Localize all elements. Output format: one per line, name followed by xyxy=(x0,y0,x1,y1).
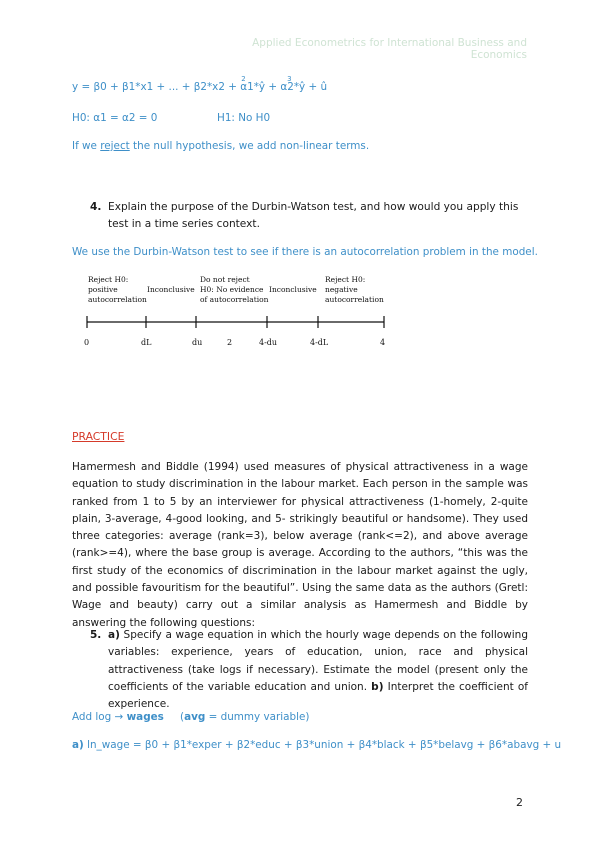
region3-line3: of autocorrelation xyxy=(200,295,269,304)
region5-line2: negative xyxy=(325,285,358,294)
reject-note-post: the null hypothesis, we add non-linear terms. xyxy=(129,140,370,152)
part-a-label: a) xyxy=(108,629,120,641)
formula-base: y = β0 + β1*x1 + ... + β2*x2 + xyxy=(72,81,241,93)
alt-hypothesis: H1: No H0 xyxy=(217,112,271,124)
question-5-text xyxy=(108,627,528,713)
region1-line2: positive xyxy=(88,285,118,294)
equation-a-label: a) xyxy=(72,739,84,751)
region1-line3: autocorrelation xyxy=(88,295,147,304)
formula-square-exponent: 2 xyxy=(241,75,246,83)
practice-heading: PRACTICE xyxy=(72,430,125,443)
part-b-label: b) xyxy=(371,680,384,693)
avg-post: = dummy variable) xyxy=(205,711,310,723)
add-log-wages: wages xyxy=(126,711,164,723)
add-log-pre: Add log → xyxy=(72,711,127,723)
reject-note xyxy=(72,139,369,153)
formula-error: + û xyxy=(305,81,328,93)
equation-a-text: ln_wage = β0 + β1*exper + β2*educ + β3*union + β4*black + β5*belavg + β6*abavg + u xyxy=(83,739,562,751)
region5-line1: Reject H0: xyxy=(325,275,366,284)
question-5-number: 5. xyxy=(90,629,102,641)
avg-dummy-note xyxy=(180,710,309,724)
region5-line3: autocorrelation xyxy=(325,295,384,304)
region-inconclusive-right: Inconclusive xyxy=(269,285,317,294)
question-4-text: Explain the purpose of the Durbin-Watson test, and how would you apply this test in a time series context. xyxy=(108,201,519,230)
tick-label-0: 0 xyxy=(84,338,90,347)
region3-line2: H0: No evidence xyxy=(200,285,264,294)
part-b-text: Interpret the coefficient of experience. xyxy=(108,680,528,711)
formula-alpha1: α1*ŷ xyxy=(240,81,266,93)
page-number: 2 xyxy=(516,796,523,809)
region3-line1: Do not reject xyxy=(200,275,250,284)
null-hypothesis: H0: α1 = α2 = 0 xyxy=(72,112,158,124)
tick-label-4-du: 4-du xyxy=(259,338,278,347)
add-log-note xyxy=(72,710,310,724)
region-inconclusive-left: Inconclusive xyxy=(147,285,195,294)
formula-alpha2-term xyxy=(265,75,306,93)
tick-label-4-dl: 4-dL xyxy=(310,338,329,347)
equation-a xyxy=(72,738,561,752)
question-4 xyxy=(90,199,528,233)
hypotheses xyxy=(72,111,271,125)
question-5 xyxy=(90,627,528,713)
part-a-text: Specify a wage equation in which the hourly wage depends on the following variables: experience, years of education, union, race and physical attractiveness (take logs if necessary). Estimate the model (present only the coefficients of the variable education and union. xyxy=(108,629,528,693)
reject-note-underlined: reject xyxy=(100,140,130,152)
question-4-number: 4. xyxy=(90,201,102,213)
avg-open: ( xyxy=(180,711,185,723)
tick-label-du: du xyxy=(192,338,203,347)
region1-line1: Reject H0: xyxy=(88,275,129,284)
formula-alpha1-term xyxy=(240,75,266,93)
tick-label-4: 4 xyxy=(380,338,386,347)
reset-formula xyxy=(72,75,328,94)
durbin-watson-diagram xyxy=(72,270,392,350)
reject-note-pre: If we xyxy=(72,140,101,152)
tick-label-dl: dL xyxy=(141,338,152,347)
running-header: Applied Econometrics for International Business and Economics xyxy=(252,37,527,61)
dw-answer: We use the Durbin-Watson test to see if there is an autocorrelation problem in the model. xyxy=(72,246,538,258)
avg-bold: avg xyxy=(184,711,206,723)
tick-label-2: 2 xyxy=(227,338,233,347)
formula-alpha2: + α2*ŷ xyxy=(265,81,306,93)
formula-cube-exponent: 3 xyxy=(287,75,292,83)
practice-paragraph: Hamermesh and Biddle (1994) used measures of physical attractiveness in a wage equation to study discrimination in the labour market. Each person in the sample was ranked from 1 to 5 by an interviewer for physical attractiveness (1-homely, 2-quite plain, 3-average, 4-good looking, and 5- strikingly beautiful or handsome). They used three categories: average (rank=3), below average (rank<=2), and above average (rank>=4), where the base group is average. According to the authors, “this was the first study of the economics of discrimination in the labour market against the ugly, and possible favouritism for the beautiful”. Using the same data as the authors (Gretl: Wage and beauty) carry out a similar analysis as Hamermesh and Biddle by answering the following questions: xyxy=(72,461,528,629)
